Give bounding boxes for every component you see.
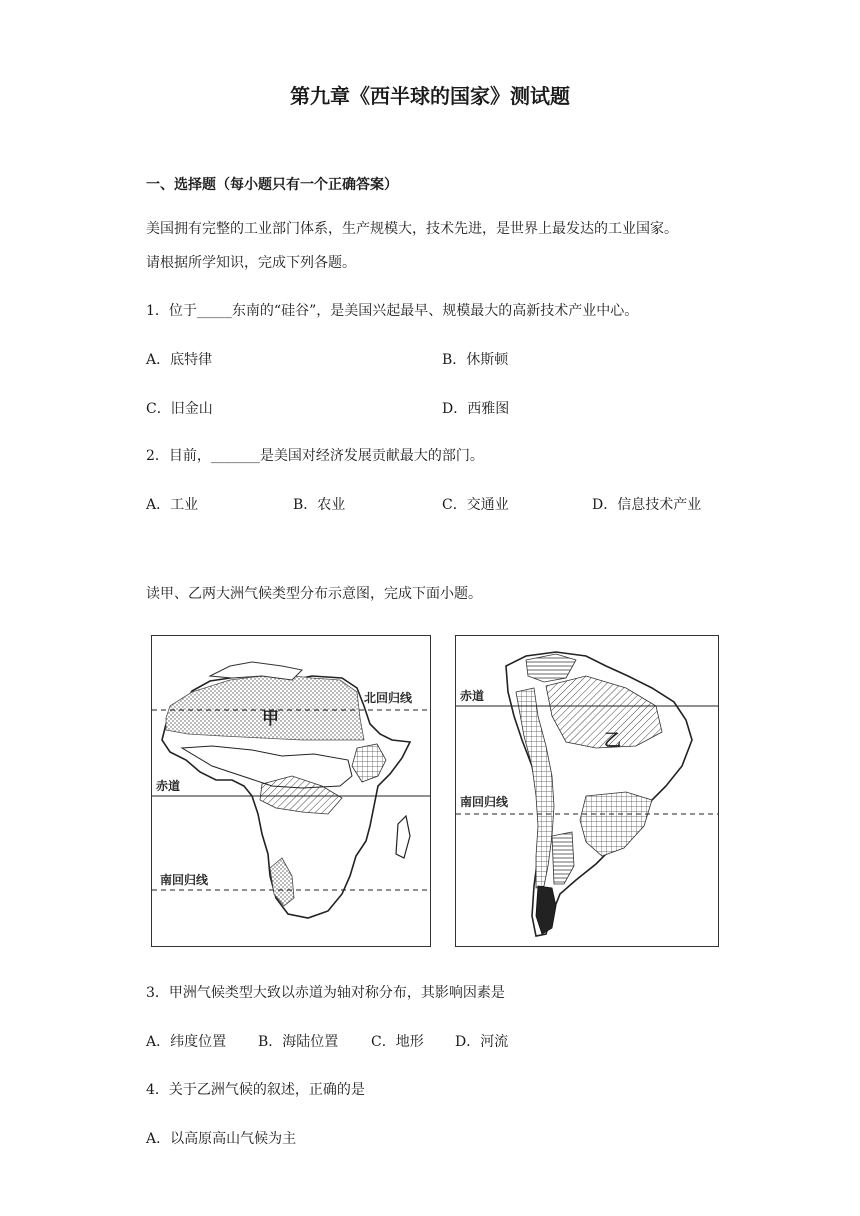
intro-map-question: 读甲、乙两大洲气候类型分布示意图，完成下面小题。 xyxy=(146,586,482,602)
madagascar xyxy=(396,816,410,858)
south-america-map-svg xyxy=(456,636,718,946)
label-continent-jia: 甲 xyxy=(262,709,279,729)
map-africa xyxy=(151,635,431,947)
question-1-stem: 1．位于_____东南的“硅谷”，是美国兴起最早、规模最大的高新技术产业中心。 xyxy=(146,303,639,319)
question-2-stem: 2．目前，_______是美国对经济发展贡献最大的部门。 xyxy=(146,448,484,464)
intro-line-2: 请根据所学知识，完成下列各题。 xyxy=(146,255,356,271)
question-1-option-a[interactable]: A．底特律 xyxy=(146,352,213,368)
question-3-option-b[interactable]: B．海陆位置 xyxy=(258,1034,339,1050)
question-3-option-c[interactable]: C．地形 xyxy=(371,1034,424,1050)
label-continent-yi: 乙 xyxy=(604,731,621,751)
question-2-option-d[interactable]: D．信息技术产业 xyxy=(592,497,702,513)
intro-line-1: 美国拥有完整的工业部门体系，生产规模大，技术先进，是世界上最发达的工业国家。 xyxy=(146,221,678,237)
label-tropic-south: 南回归线 xyxy=(160,873,209,887)
label-equator: 赤道 xyxy=(156,779,181,793)
question-2-option-a[interactable]: A．工业 xyxy=(146,497,199,513)
question-1-option-d[interactable]: D．西雅图 xyxy=(442,401,510,417)
label-tropic-north: 北回归线 xyxy=(364,691,413,705)
question-4-stem: 4．关于乙洲气候的叙述，正确的是 xyxy=(146,1082,365,1098)
label-tropic-south-right: 南回归线 xyxy=(460,795,509,809)
africa-desert-region xyxy=(166,674,364,740)
map-south-america xyxy=(455,635,719,947)
question-2-option-b[interactable]: B．农业 xyxy=(293,497,346,513)
southeast-region xyxy=(580,792,652,856)
question-3-option-a[interactable]: A．纬度位置 xyxy=(146,1034,227,1050)
page-title: 第九章《西半球的国家》测试题 xyxy=(290,84,570,108)
label-equator-right: 赤道 xyxy=(460,689,485,703)
section-heading: 一、选择题（每小题只有一个正确答案） xyxy=(146,177,398,193)
question-3-option-d[interactable]: D．河流 xyxy=(455,1034,509,1050)
question-2-option-c[interactable]: C．交通业 xyxy=(442,497,509,513)
africa-map-svg xyxy=(152,636,430,946)
question-1-option-b[interactable]: B．休斯顿 xyxy=(442,352,509,368)
question-3-stem: 3．甲洲气候类型大致以赤道为轴对称分布，其影响因素是 xyxy=(146,985,505,1001)
question-4-option-a[interactable]: A．以高原高山气候为主 xyxy=(146,1131,297,1147)
question-1-option-c[interactable]: C．旧金山 xyxy=(146,401,213,417)
